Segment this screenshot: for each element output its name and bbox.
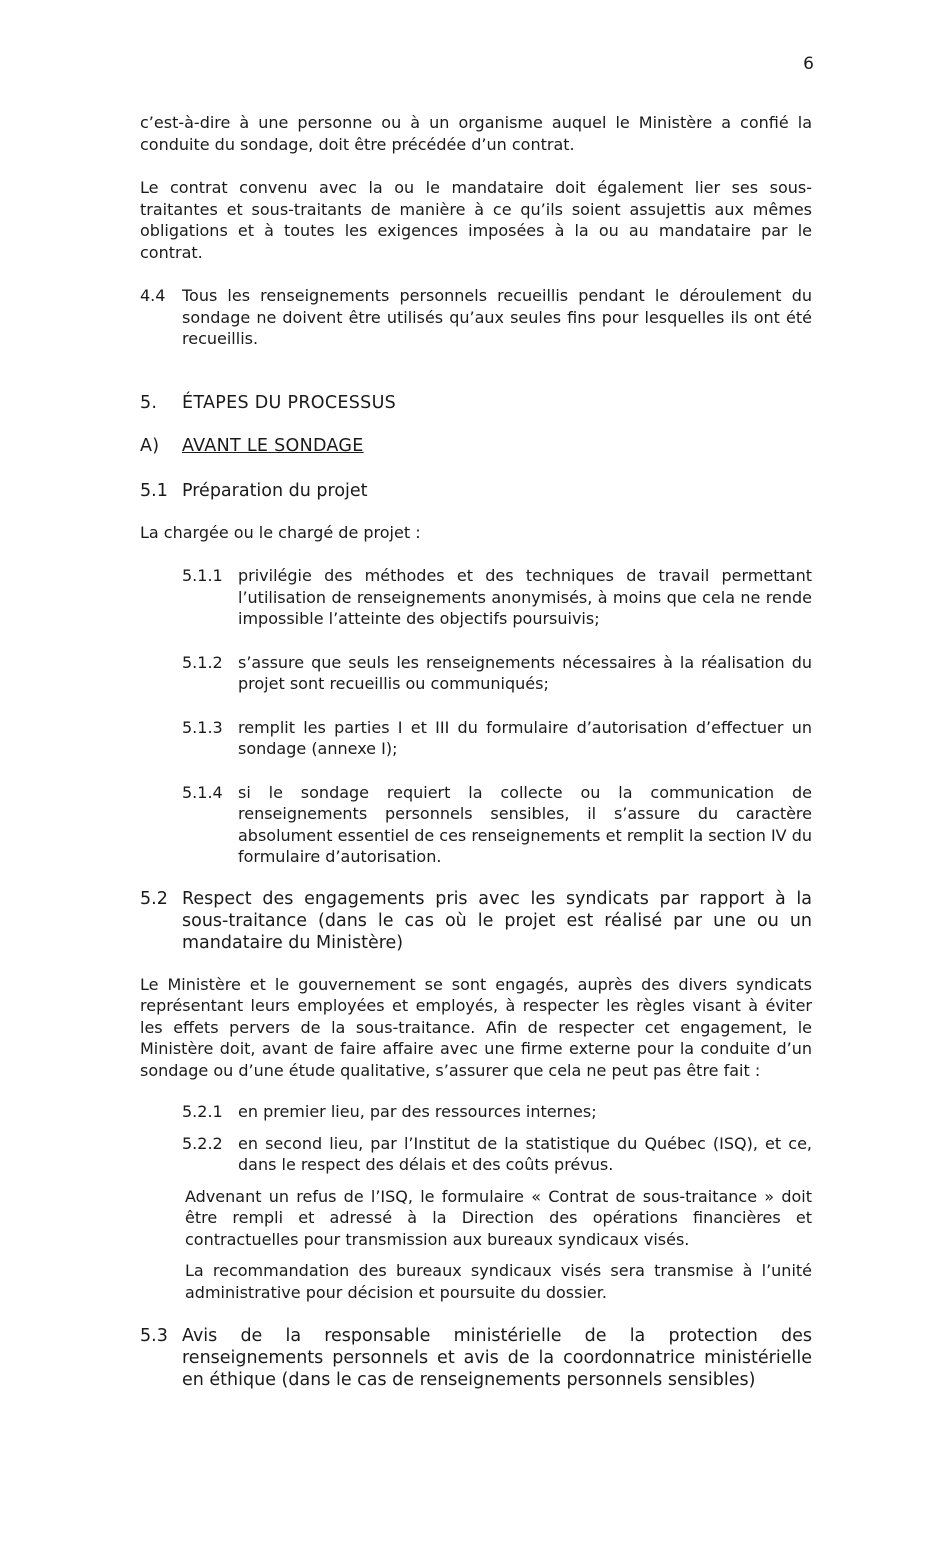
section-number: 4.4 — [140, 286, 166, 305]
section-title: Respect des engagements pris avec les syndicats par rapport à la sous-traitance (dans le cas où le projet est réalisé par une ou un mandataire du Ministère) — [182, 888, 812, 953]
item-text: s’assure que seuls les renseignements nécessaires à la réalisation du projet sont recueillis ou communiqués; — [238, 652, 812, 693]
section-title: ÉTAPES DU PROCESSUS — [182, 392, 397, 413]
list-item — [182, 652, 812, 695]
section-number: 5.2 — [140, 888, 168, 909]
section-a-heading — [140, 436, 812, 458]
item-number: 5.1.3 — [182, 717, 223, 737]
item-text: privilégie des méthodes et des techniques de travail permettant l’utilisation de renseignements anonymisés, à moins que cela ne rende impossible l’atteinte des objectifs poursuivis; — [238, 566, 812, 628]
section-5-3-heading — [140, 1325, 812, 1391]
section-number: 5. — [140, 392, 158, 413]
list-item — [182, 782, 812, 868]
item-text: en premier lieu, par des ressources internes; — [238, 1102, 597, 1121]
item-number: 5.1.1 — [182, 566, 223, 585]
section-title: AVANT LE SONDAGE — [182, 436, 364, 456]
document-body — [140, 112, 812, 1391]
section-5-2-lead: Le Ministère et le gouvernement se sont engagés, auprès des divers syndicats représentant leurs employées et employés, à respecter les règles visant à éviter les effets pervers de la sous-traitance. Afin de respecter cet engagement, le Ministère doit, avant de faire affaire avec une firme externe pour la conduite d’un sondage ou d’une étude qualitative, s’assurer que cela ne peut pas être fait : — [140, 974, 812, 1080]
item-text: remplit les parties I et III du formulaire d’autorisation d’effectuer un sondage (annexe I); — [238, 717, 812, 758]
section-5-heading — [140, 393, 812, 415]
item-number: 5.2.2 — [182, 1133, 223, 1153]
item-text: si le sondage requiert la collecte ou la communication de renseignements personnels sensibles, il s’assure du caractère absolument essentiel de ces renseignements et remplit la section IV du formulaire d’autorisation. — [238, 782, 812, 866]
section-title: Préparation du projet — [182, 480, 368, 501]
section-number: A) — [140, 436, 160, 456]
page-number: 6 — [803, 54, 814, 74]
section-5-2-list — [182, 1101, 812, 1176]
section-number: 5.3 — [140, 1326, 168, 1346]
item-text: en second lieu, par l’Institut de la statistique du Québec (ISQ), et ce, dans le respect des délais et des coûts prévus. — [238, 1133, 812, 1174]
section-5-1-heading — [140, 480, 812, 502]
list-item — [182, 1101, 812, 1123]
item-number: 5.1.2 — [182, 652, 223, 672]
section-number: 5.1 — [140, 480, 168, 501]
list-item — [182, 565, 812, 630]
item-number: 5.2.1 — [182, 1102, 223, 1121]
section-4-4 — [140, 285, 812, 350]
list-item — [182, 1133, 812, 1176]
intro-paragraph-1: c’est-à-dire à une personne ou à un organisme auquel le Ministère a confié la conduite du sondage, doit être précédée d’un contrat. — [140, 113, 812, 154]
intro-paragraph-2: Le contrat convenu avec la ou le mandataire doit également lier ses sous-traitantes et sous-traitants de manière à ce qu’ils soient assujettis aux mêmes obligations et à toutes les exigences imposées à la ou au mandataire par le contrat. — [140, 178, 812, 262]
section-5-1-list — [182, 565, 812, 868]
section-5-1-lead: La chargée ou le chargé de projet : — [140, 522, 421, 542]
refusal-paragraph: Advenant un refus de l’ISQ, le formulaire « Contrat de sous-traitance » doit être rempli et adressé à la Direction des opérations financières et contractuelles pour transmission aux bureaux syndicaux visés. — [185, 1186, 812, 1249]
section-title: Avis de la responsable ministérielle de la protection des renseignements personnels et avis de la coordonnatrice ministérielle en éthique (dans le cas de renseignements personnels sensibles) — [182, 1326, 812, 1390]
section-5-2-heading — [140, 888, 812, 954]
section-text: Tous les renseignements personnels recueillis pendant le déroulement du sondage ne doivent être utilisés qu’aux seules fins pour lesquelles ils ont été recueillis. — [182, 286, 812, 348]
item-number: 5.1.4 — [182, 782, 223, 802]
recommendation-paragraph: La recommandation des bureaux syndicaux visés sera transmise à l’unité administrative pour décision et poursuite du dossier. — [185, 1261, 812, 1302]
list-item — [182, 717, 812, 760]
